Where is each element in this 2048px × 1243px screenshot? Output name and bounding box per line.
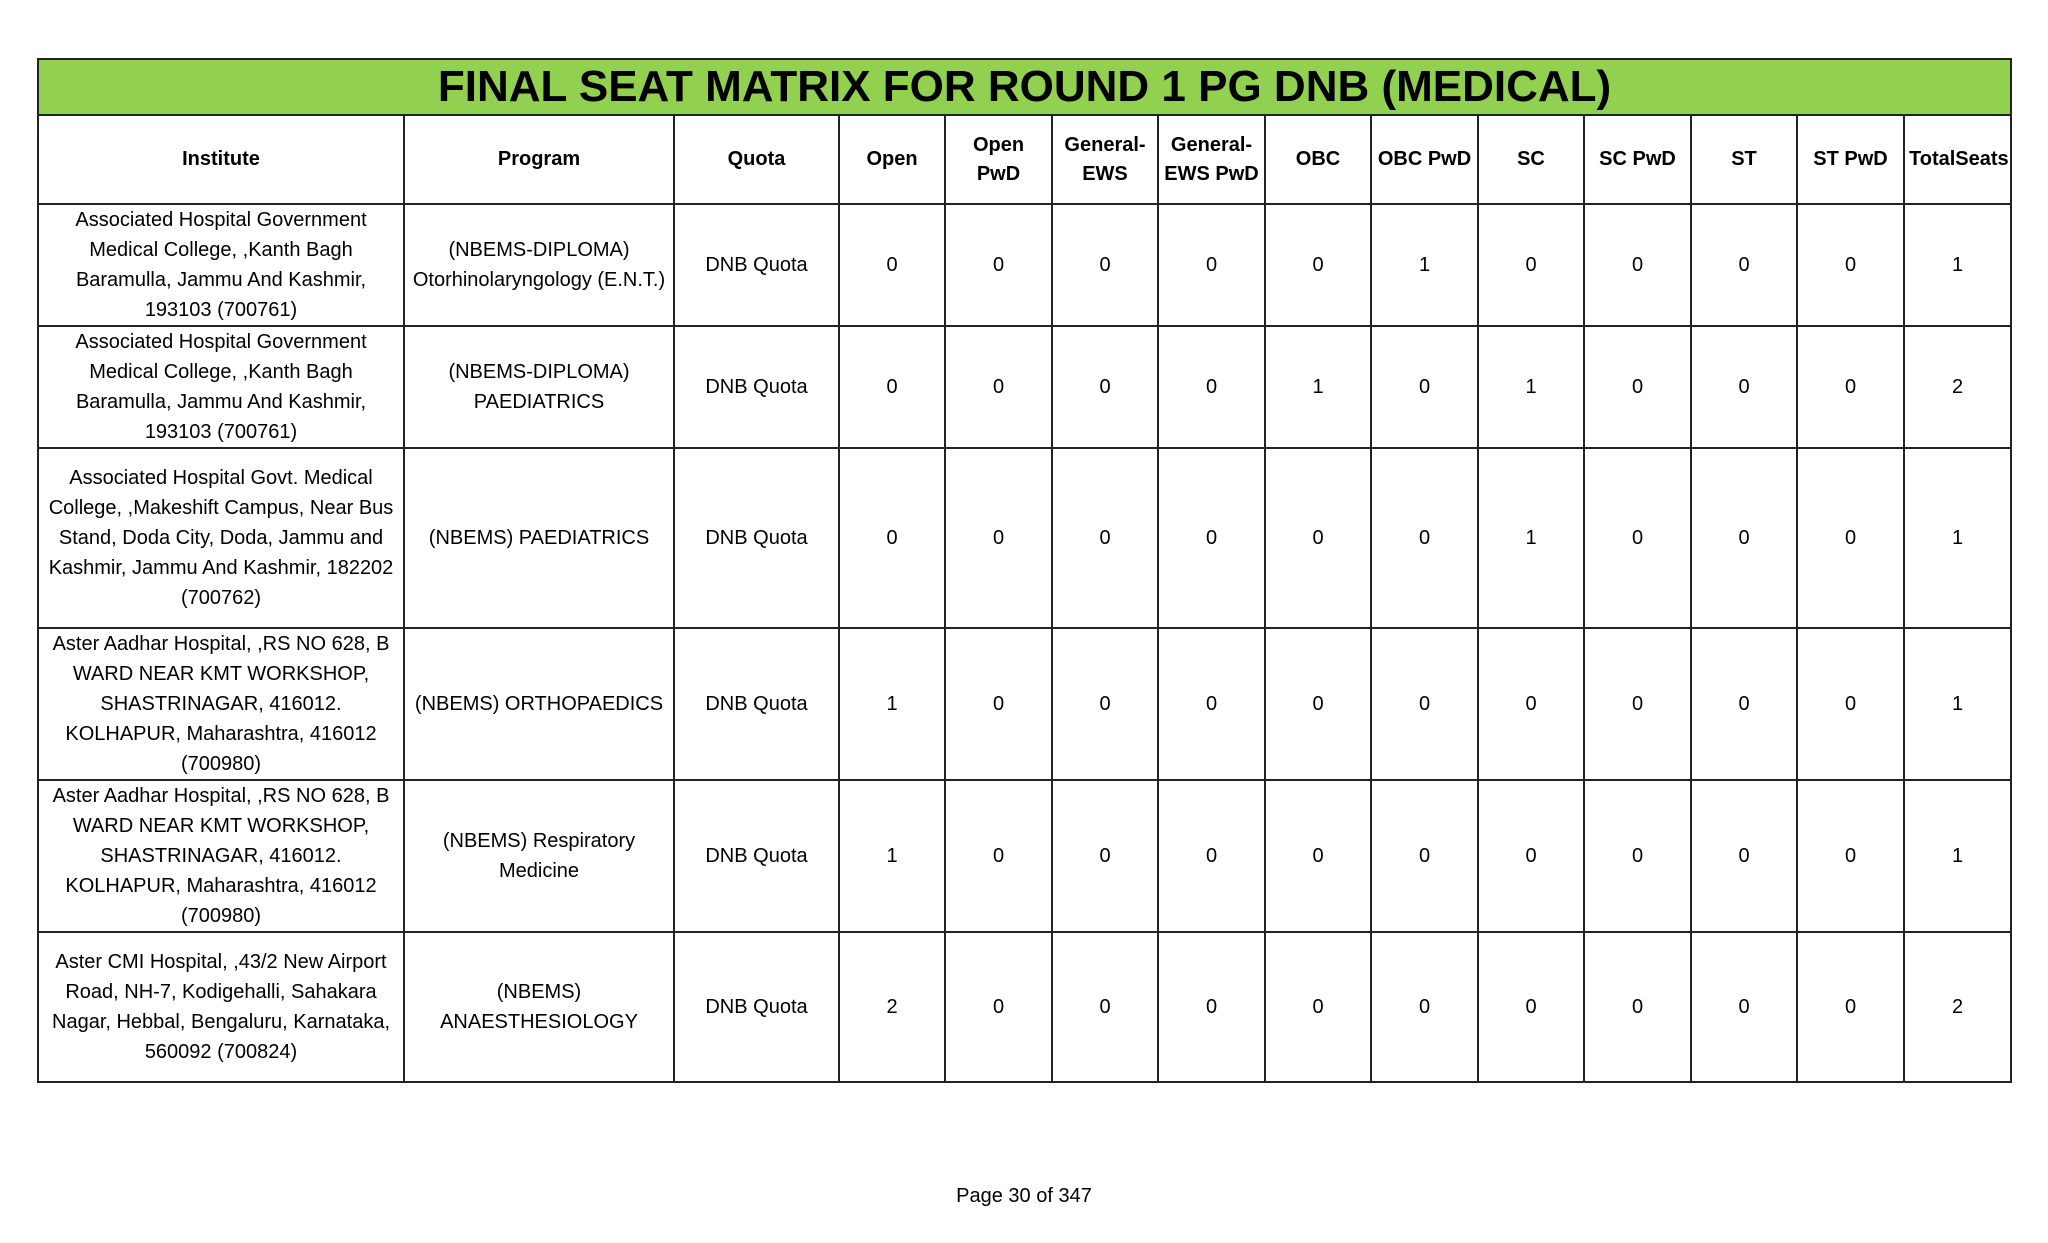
cell-st-pwd: 0 [1797,932,1904,1082]
header-st-pwd: ST PwD [1797,115,1904,204]
header-general-ews-pwd: General-EWS PwD [1158,115,1265,204]
cell-institute: Aster Aadhar Hospital, ,RS NO 628, B WARD NEAR KMT WORKSHOP, SHASTRINAGAR, 416012. KOLHAPUR, Maharashtra, 416012 (700980) [38,780,404,932]
cell-program: (NBEMS) Respiratory Medicine [404,780,674,932]
cell-general-ews-pwd: 0 [1158,628,1265,780]
cell-open: 2 [839,932,945,1082]
header-row [38,115,2011,204]
cell-sc-pwd: 0 [1584,204,1691,326]
header-obc: OBC [1265,115,1371,204]
cell-general-ews-pwd: 0 [1158,932,1265,1082]
cell-sc: 0 [1478,932,1584,1082]
cell-quota: DNB Quota [674,628,839,780]
cell-sc-pwd: 0 [1584,932,1691,1082]
cell-obc: 1 [1265,326,1371,448]
cell-obc: 0 [1265,448,1371,628]
table-row [38,932,2011,1082]
cell-institute: Associated Hospital Government Medical College, ,Kanth Bagh Baramulla, Jammu And Kashmir, 193103 (700761) [38,204,404,326]
cell-sc-pwd: 0 [1584,448,1691,628]
cell-obc-pwd: 0 [1371,932,1478,1082]
cell-st-pwd: 0 [1797,326,1904,448]
cell-general-ews-pwd: 0 [1158,780,1265,932]
cell-program: (NBEMS) PAEDIATRICS [404,448,674,628]
cell-open-pwd: 0 [945,448,1052,628]
title-row [38,59,2011,115]
cell-program: (NBEMS-DIPLOMA) Otorhinolaryngology (E.N.T.) [404,204,674,326]
page-title: FINAL SEAT MATRIX FOR ROUND 1 PG DNB (MEDICAL) [38,59,2011,115]
cell-st-pwd: 0 [1797,448,1904,628]
cell-general-ews: 0 [1052,780,1158,932]
cell-st-pwd: 0 [1797,204,1904,326]
cell-program: (NBEMS-DIPLOMA) PAEDIATRICS [404,326,674,448]
cell-obc-pwd: 0 [1371,448,1478,628]
header-total-seats: TotalSeats [1904,115,2011,204]
cell-total-seats: 2 [1904,932,2011,1082]
cell-st: 0 [1691,326,1797,448]
table-row [38,204,2011,326]
cell-st-pwd: 0 [1797,628,1904,780]
cell-general-ews-pwd: 0 [1158,204,1265,326]
cell-open-pwd: 0 [945,204,1052,326]
cell-open-pwd: 0 [945,780,1052,932]
header-sc: SC [1478,115,1584,204]
cell-general-ews-pwd: 0 [1158,448,1265,628]
cell-obc: 0 [1265,932,1371,1082]
cell-quota: DNB Quota [674,326,839,448]
header-sc-pwd: SC PwD [1584,115,1691,204]
cell-obc-pwd: 0 [1371,326,1478,448]
cell-total-seats: 1 [1904,780,2011,932]
header-general-ews: General-EWS [1052,115,1158,204]
table-row [38,326,2011,448]
cell-st: 0 [1691,448,1797,628]
cell-general-ews-pwd: 0 [1158,326,1265,448]
cell-open: 1 [839,780,945,932]
cell-institute: Associated Hospital Govt. Medical College, ,Makeshift Campus, Near Bus Stand, Doda City, Doda, Jammu and Kashmir, Jammu And Kashmir, 182202 (700762) [38,448,404,628]
cell-sc: 1 [1478,326,1584,448]
cell-sc-pwd: 0 [1584,780,1691,932]
cell-program: (NBEMS) ANAESTHESIOLOGY [404,932,674,1082]
cell-st: 0 [1691,780,1797,932]
cell-open-pwd: 0 [945,932,1052,1082]
cell-sc: 0 [1478,204,1584,326]
table-row [38,628,2011,780]
seat-matrix-table [37,58,2012,1083]
cell-obc-pwd: 0 [1371,628,1478,780]
cell-total-seats: 1 [1904,204,2011,326]
table-row [38,780,2011,932]
cell-quota: DNB Quota [674,932,839,1082]
cell-open: 0 [839,448,945,628]
cell-quota: DNB Quota [674,448,839,628]
header-program: Program [404,115,674,204]
cell-open: 0 [839,326,945,448]
cell-total-seats: 1 [1904,448,2011,628]
cell-open-pwd: 0 [945,326,1052,448]
header-obc-pwd: OBC PwD [1371,115,1478,204]
cell-general-ews: 0 [1052,204,1158,326]
header-open-pwd: Open PwD [945,115,1052,204]
cell-obc: 0 [1265,628,1371,780]
cell-obc: 0 [1265,780,1371,932]
cell-sc: 1 [1478,448,1584,628]
cell-general-ews: 0 [1052,628,1158,780]
cell-institute: Aster Aadhar Hospital, ,RS NO 628, B WARD NEAR KMT WORKSHOP, SHASTRINAGAR, 416012. KOLHAPUR, Maharashtra, 416012 (700980) [38,628,404,780]
cell-st-pwd: 0 [1797,780,1904,932]
cell-obc-pwd: 0 [1371,780,1478,932]
cell-total-seats: 2 [1904,326,2011,448]
cell-obc-pwd: 1 [1371,204,1478,326]
table-row [38,448,2011,628]
header-st: ST [1691,115,1797,204]
cell-sc-pwd: 0 [1584,628,1691,780]
cell-general-ews: 0 [1052,448,1158,628]
cell-general-ews: 0 [1052,932,1158,1082]
cell-institute: Aster CMI Hospital, ,43/2 New Airport Road, NH-7, Kodigehalli, Sahakara Nagar, Hebbal, Bengaluru, Karnataka, 560092 (700824) [38,932,404,1082]
cell-total-seats: 1 [1904,628,2011,780]
cell-sc: 0 [1478,628,1584,780]
cell-sc-pwd: 0 [1584,326,1691,448]
header-open: Open [839,115,945,204]
page-number: Page 30 of 347 [956,1185,1092,1207]
cell-st: 0 [1691,932,1797,1082]
cell-open: 0 [839,204,945,326]
cell-open: 1 [839,628,945,780]
cell-obc: 0 [1265,204,1371,326]
cell-program: (NBEMS) ORTHOPAEDICS [404,628,674,780]
cell-st: 0 [1691,628,1797,780]
cell-quota: DNB Quota [674,780,839,932]
cell-quota: DNB Quota [674,204,839,326]
cell-sc: 0 [1478,780,1584,932]
header-quota: Quota [674,115,839,204]
cell-institute: Associated Hospital Government Medical College, ,Kanth Bagh Baramulla, Jammu And Kashmir, 193103 (700761) [38,326,404,448]
cell-open-pwd: 0 [945,628,1052,780]
cell-general-ews: 0 [1052,326,1158,448]
header-institute: Institute [38,115,404,204]
cell-st: 0 [1691,204,1797,326]
